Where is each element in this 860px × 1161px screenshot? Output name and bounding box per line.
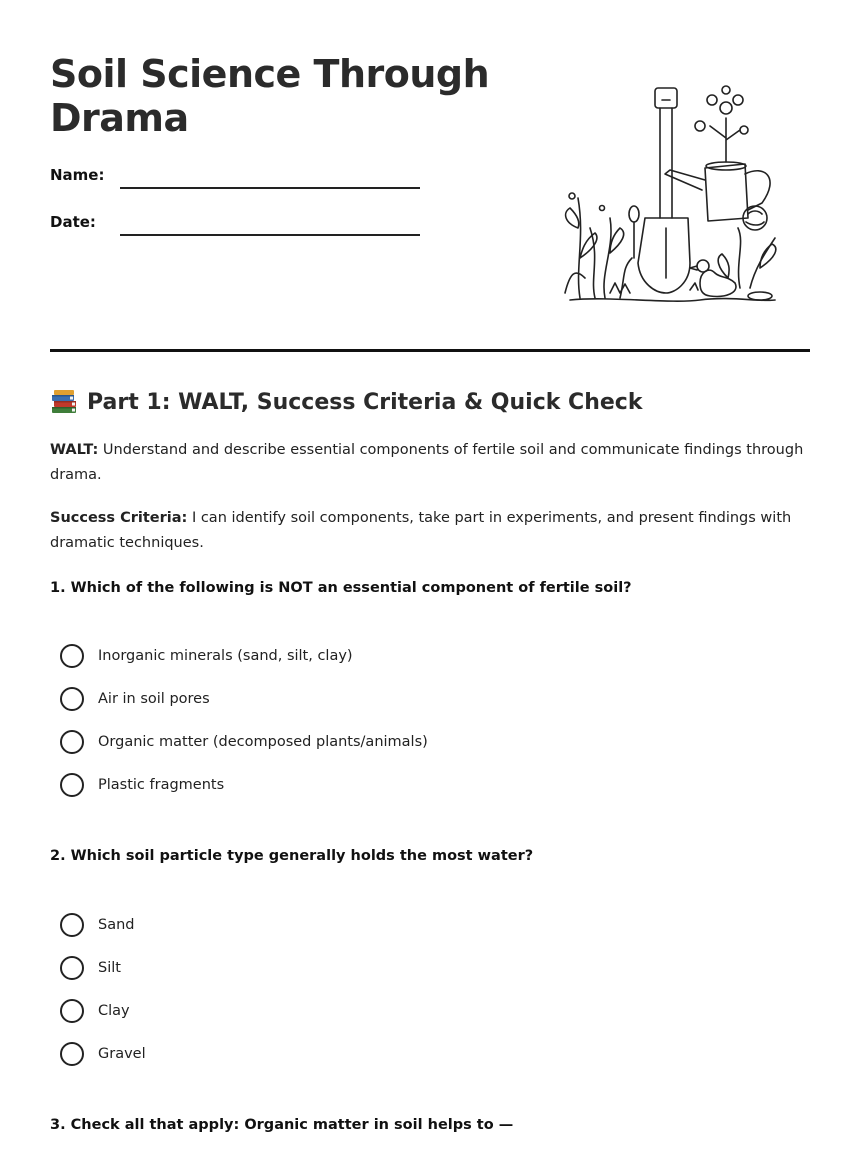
- garden-tools-illustration: [550, 78, 785, 313]
- walt-paragraph: [50, 438, 810, 488]
- success-criteria-label: Success Criteria:: [50, 510, 188, 526]
- radio-button[interactable]: [60, 999, 84, 1023]
- worksheet-title: Soil Science Through Drama: [50, 52, 490, 140]
- option-label: Inorganic minerals (sand, silt, clay): [98, 648, 353, 664]
- question-2: 2. Which soil particle type generally holds the most water?: [50, 848, 534, 864]
- date-label: Date:: [50, 213, 96, 231]
- radio-button[interactable]: [60, 913, 84, 937]
- radio-button[interactable]: [60, 687, 84, 711]
- name-label: Name:: [50, 166, 105, 184]
- radio-button[interactable]: [60, 773, 84, 797]
- option-label: Organic matter (decomposed plants/animals): [98, 734, 428, 750]
- q2-option-2[interactable]: [60, 955, 121, 981]
- q1-option-4[interactable]: [60, 772, 224, 798]
- radio-button[interactable]: [60, 730, 84, 754]
- walt-label: WALT:: [50, 442, 99, 458]
- question-1: 1. Which of the following is NOT an essential component of fertile soil?: [50, 580, 632, 596]
- option-label: Air in soil pores: [98, 691, 210, 707]
- success-criteria-paragraph: [50, 506, 810, 556]
- date-field[interactable]: [120, 234, 420, 236]
- q2-option-4[interactable]: [60, 1041, 146, 1067]
- option-label: Silt: [98, 960, 121, 976]
- name-field[interactable]: [120, 187, 420, 189]
- q1-option-1[interactable]: [60, 643, 353, 669]
- option-label: Plastic fragments: [98, 777, 225, 793]
- header-divider: [50, 349, 810, 352]
- q2-option-1[interactable]: [60, 912, 134, 938]
- walt-text: Understand and describe essential components of fertile soil and communicate findings through drama.: [50, 442, 804, 483]
- option-label: Gravel: [98, 1046, 146, 1062]
- question-3: 3. Check all that apply: Organic matter in soil helps to —: [50, 1117, 514, 1133]
- q1-option-3[interactable]: [60, 729, 428, 755]
- books-icon: [50, 388, 78, 416]
- success-criteria-text: I can identify soil components, take part in experiments, and present findings with dramatic techniques.: [50, 510, 792, 551]
- part1-heading: [50, 388, 642, 416]
- q2-option-3[interactable]: [60, 998, 130, 1024]
- radio-button[interactable]: [60, 1042, 84, 1066]
- option-label: Clay: [98, 1003, 130, 1019]
- option-label: Sand: [98, 917, 135, 933]
- radio-button[interactable]: [60, 956, 84, 980]
- q1-option-2[interactable]: [60, 686, 210, 712]
- part1-heading-text: Part 1: WALT, Success Criteria & Quick Check: [87, 389, 643, 415]
- radio-button[interactable]: [60, 644, 84, 668]
